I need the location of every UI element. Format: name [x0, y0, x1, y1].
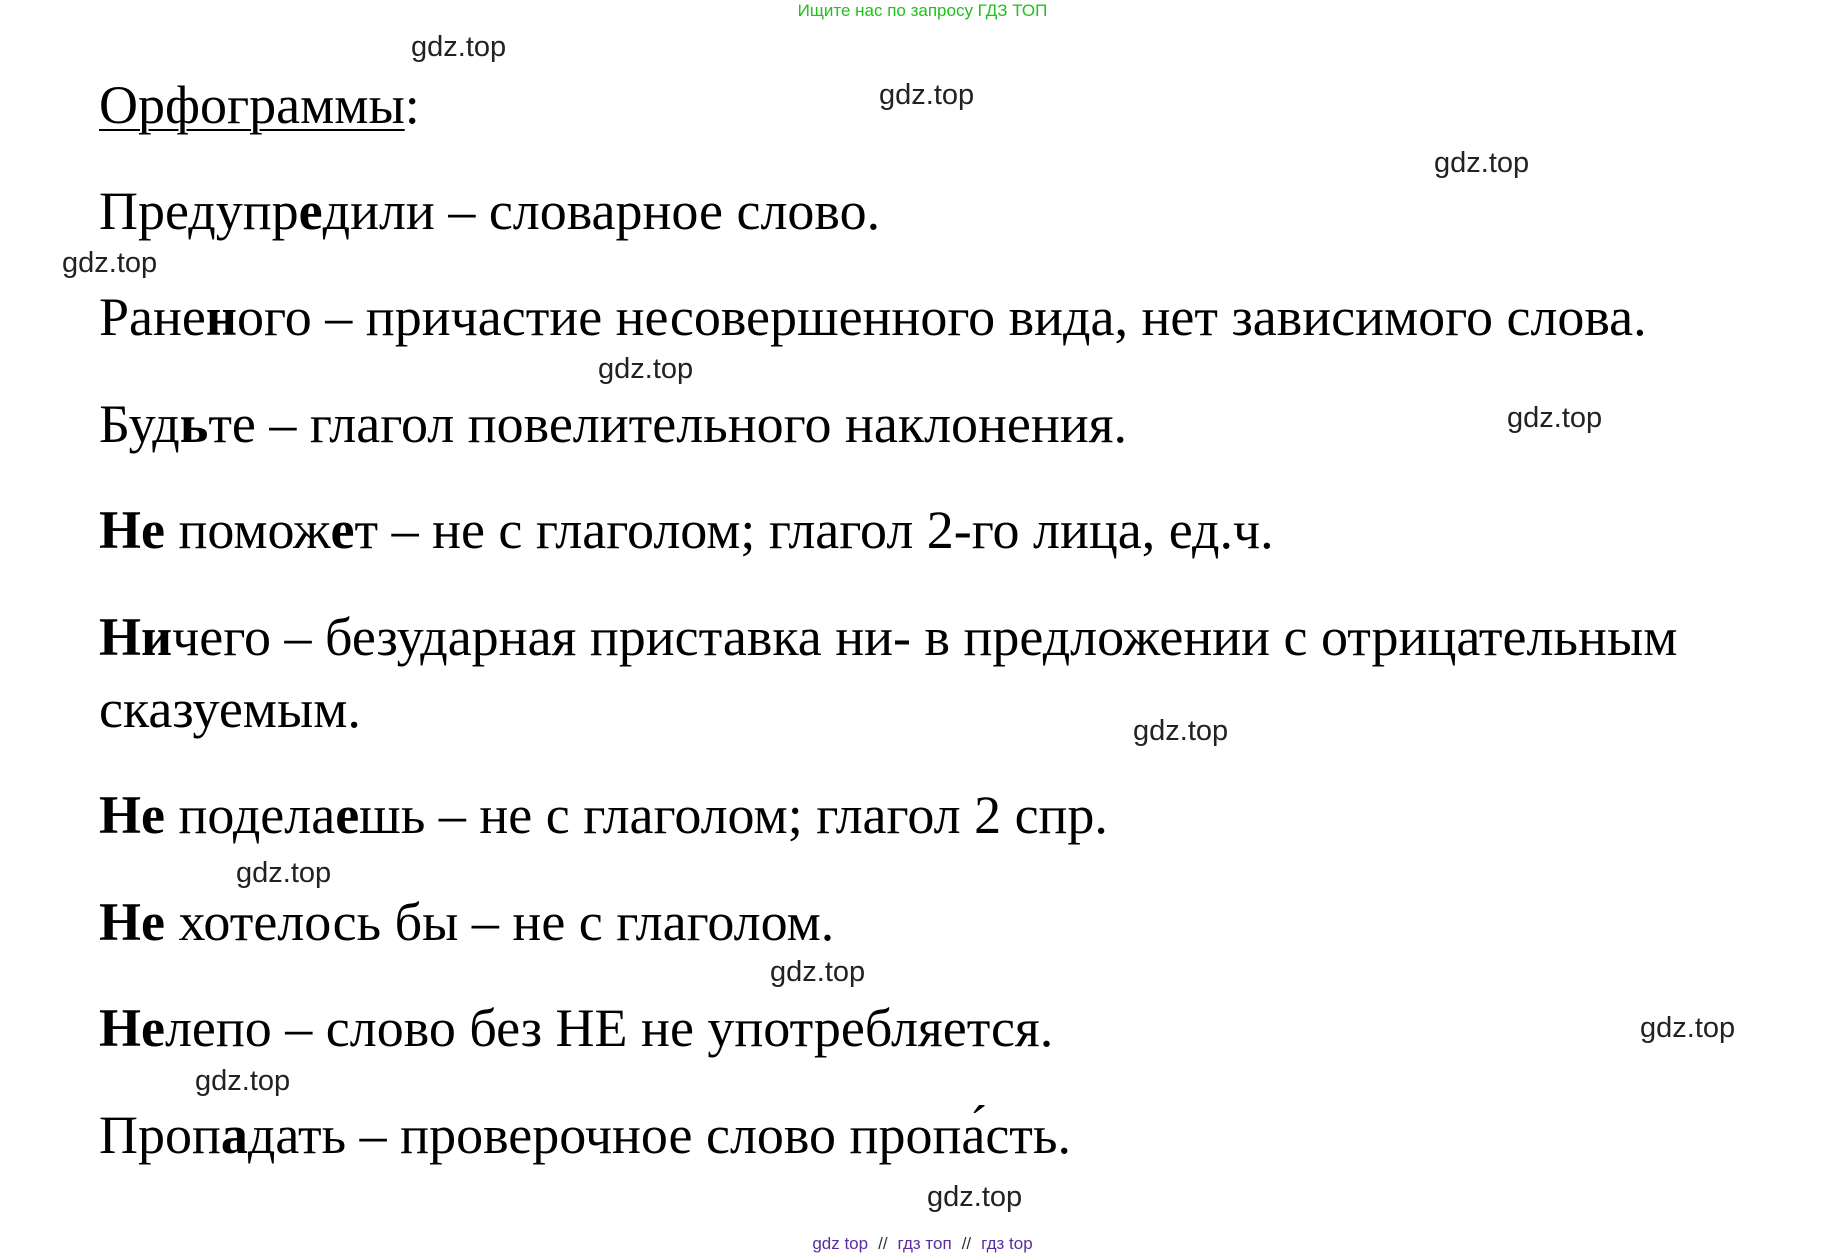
highlighted-letter: е	[298, 181, 323, 241]
text-part: сказуемым.	[99, 679, 361, 739]
list-item	[99, 891, 834, 953]
highlighted-particle: Не	[99, 998, 165, 1058]
highlighted-prefix: Ни	[99, 607, 173, 667]
watermark: gdz.top	[236, 857, 332, 889]
text-part: Буд	[99, 394, 180, 454]
list-item-continuation	[99, 678, 361, 740]
text-part: ого – причастие несовершенного вида, нет зависимого слова.	[237, 287, 1647, 347]
top-banner: Ищите нас по запросу ГДЗ ТОП	[797, 1, 1048, 20]
separator: //	[961, 1234, 972, 1253]
stressed-letter: а́	[961, 1105, 986, 1165]
page-title-colon: :	[404, 75, 420, 135]
text-part: хотелось бы – не с глаголом.	[164, 892, 835, 952]
watermark: gdz.top	[411, 31, 507, 63]
text-part: Проп	[99, 1105, 221, 1165]
text-part: шь – не с глаголом; глагол 2 спр.	[359, 785, 1108, 845]
text-part: чего – безударная приставка ни- в предложении с отрицательным	[172, 607, 1678, 667]
list-item	[99, 180, 880, 242]
text-part: сть.	[985, 1105, 1072, 1165]
bottom-banner-link[interactable]: гдз top	[981, 1234, 1033, 1253]
watermark: gdz.top	[879, 79, 975, 111]
highlighted-particle: Не	[99, 892, 165, 952]
list-item	[99, 499, 1274, 561]
list-item	[99, 393, 1127, 455]
list-item	[99, 784, 1108, 846]
watermark: gdz.top	[1640, 1012, 1736, 1044]
text-part: дать – проверочное слово проп	[247, 1105, 962, 1165]
highlighted-letter: н	[205, 287, 237, 347]
highlighted-particle: Не	[99, 500, 165, 560]
watermark: gdz.top	[62, 247, 158, 279]
text-part: помож	[164, 500, 331, 560]
highlighted-letter: е	[335, 785, 360, 845]
text-part: подела	[164, 785, 336, 845]
watermark: gdz.top	[770, 956, 866, 988]
text-part: т – не с глаголом; глагол 2-го лица, ед.ч.	[354, 500, 1274, 560]
text-part: те – глагол повелительного наклонения.	[208, 394, 1128, 454]
text-part: Предупр	[99, 181, 299, 241]
page-title	[99, 74, 420, 136]
highlighted-particle: Не	[99, 785, 165, 845]
list-item	[99, 606, 1677, 668]
list-item	[99, 997, 1053, 1059]
list-item	[99, 1104, 1071, 1166]
bottom-banner-link[interactable]: gdz top	[812, 1234, 869, 1253]
watermark: gdz.top	[1133, 715, 1229, 747]
text-part: Ране	[99, 287, 206, 347]
bottom-banner	[0, 1233, 1845, 1255]
page-title-text: Орфограммы	[99, 75, 405, 135]
watermark: gdz.top	[598, 353, 694, 385]
watermark: gdz.top	[1434, 147, 1530, 179]
watermark: gdz.top	[1507, 402, 1603, 434]
watermark: gdz.top	[195, 1065, 291, 1097]
separator: //	[878, 1234, 888, 1253]
highlighted-letter: е	[330, 500, 355, 560]
bottom-banner-link[interactable]: гдз топ	[897, 1234, 952, 1253]
watermark: gdz.top	[927, 1181, 1023, 1213]
highlighted-letter: а	[220, 1105, 248, 1165]
text-part: дили – словарное слово.	[322, 181, 881, 241]
list-item	[99, 286, 1647, 348]
highlighted-letter: ь	[179, 394, 209, 454]
text-part: лепо – слово без НЕ не употребляется.	[164, 998, 1054, 1058]
